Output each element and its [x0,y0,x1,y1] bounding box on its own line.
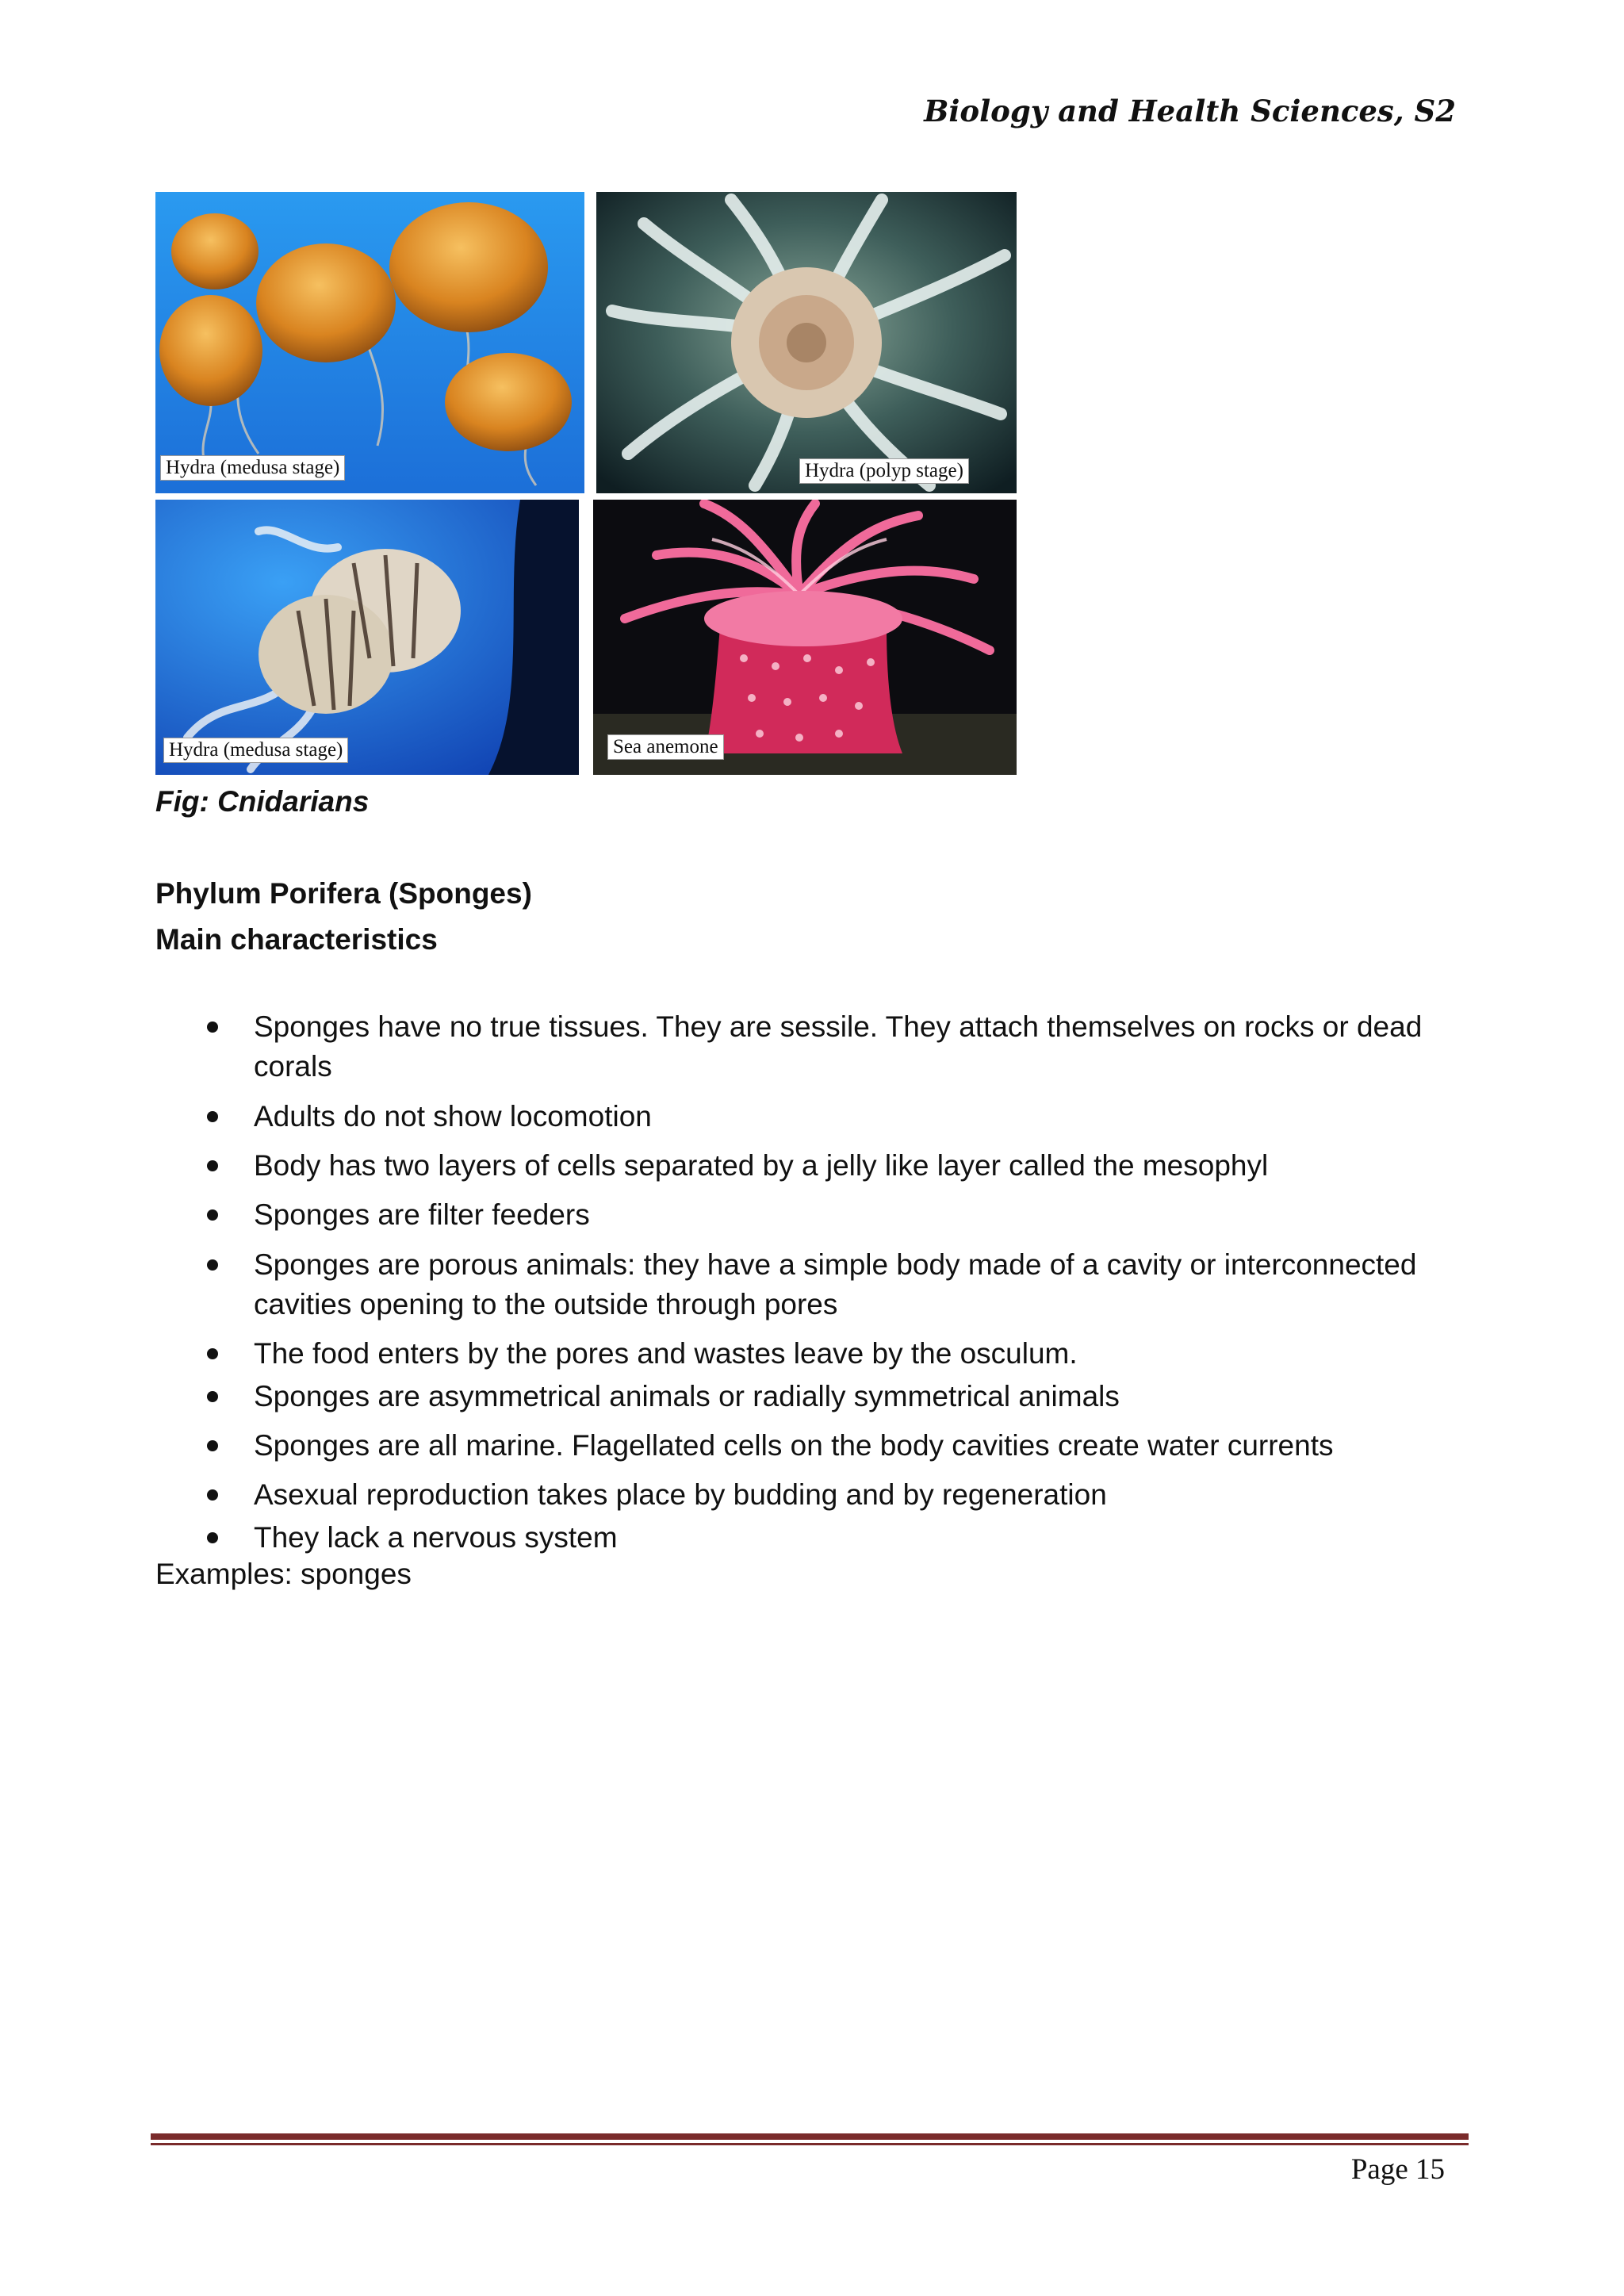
list-item: Sponges are filter feeders [155,1195,1472,1235]
bullet-icon [207,1022,218,1033]
footer-rule-thin [151,2143,1469,2145]
list-item: Sponges are porous animals: they have a simple body made of a cavity or interconnected cavities opening to the outside through pores [155,1245,1472,1324]
photo-label: Hydra (medusa stage) [163,738,348,763]
figure-caption: Fig: Cnidarians [155,785,370,818]
list-item: Sponges have no true tissues. They are sessile. They attach themselves on rocks or dead corals [155,1007,1472,1087]
list-item: Sponges are all marine. Flagellated cells on the body cavities create water currents [155,1426,1472,1466]
list-item: Body has two layers of cells separated by a jelly like layer called the mesophyl [155,1146,1472,1186]
bullet-icon [207,1111,218,1122]
photo-sea-anemone [593,500,1017,775]
photo-jellyfish-striped [155,500,579,775]
photo-polyp [596,192,1017,493]
page-number: Page 15 [1350,2153,1445,2186]
photo-label: Sea anemone [607,734,724,760]
section-heading: Phylum Porifera (Sponges) [155,877,532,910]
bullet-icon [207,1532,218,1543]
examples-line: Examples: sponges [155,1558,412,1590]
bullet-icon [207,1209,218,1221]
characteristics-list [155,1007,1472,1558]
running-header: Biology and Health Sciences, S2 [924,94,1456,128]
list-item: They lack a nervous system [155,1518,1472,1558]
bullet-icon [207,1440,218,1451]
footer-rule [151,2133,1469,2140]
bullet-icon [207,1391,218,1402]
list-item: The food enters by the pores and wastes leave by the osculum. [155,1334,1472,1374]
photo-jellyfish-orange [155,192,584,493]
list-item: Sponges are asymmetrical animals or radially symmetrical animals [155,1377,1472,1416]
bullet-icon [207,1259,218,1271]
bullet-icon [207,1489,218,1501]
photo-label: Hydra (polyp stage) [799,458,969,484]
list-item: Adults do not show locomotion [155,1097,1472,1137]
section-subheading: Main characteristics [155,923,438,956]
photo-label: Hydra (medusa stage) [160,455,345,481]
bullet-icon [207,1160,218,1171]
cnidarian-figure [155,192,1017,775]
list-item: Asexual reproduction takes place by budding and by regeneration [155,1475,1472,1515]
bullet-icon [207,1348,218,1359]
